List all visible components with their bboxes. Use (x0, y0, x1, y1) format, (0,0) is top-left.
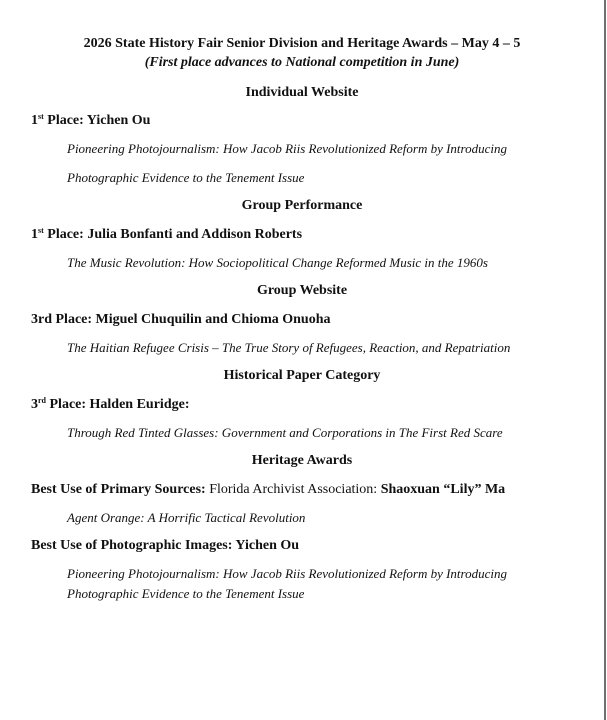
historical-paper-entry-title: Through Red Tinted Glasses: Government and Corporations in The First Red Scare (67, 425, 503, 440)
group-website-entry-title: The Haitian Refugee Crisis – The True Story of Refugees, Reaction, and Repatriation (67, 340, 511, 355)
award-label: Best Use of Photographic Images: Yichen Ou (31, 538, 300, 553)
primary-sources-award (31, 481, 591, 499)
placement-ordinal-suffix: rd (38, 396, 46, 405)
award-winner: Shaoxuan “Lily” Ma (380, 482, 506, 497)
group-performance-entry-title: The Music Revolution: How Sociopolitical Change Reformed Music in the 1960s (67, 255, 488, 270)
document-subtitle: (First place advances to National competition in June) (144, 55, 460, 70)
photographic-images-award (31, 537, 591, 555)
section-heading-individual-website: Individual Website (245, 85, 359, 100)
placement-winner: Place: Yichen Ou (43, 113, 151, 128)
placement-number: 1 (31, 113, 38, 128)
section-heading-group-performance: Group Performance (241, 198, 363, 213)
individual-website-entry-title-line-2: Photographic Evidence to the Tenement Issue (67, 170, 305, 185)
primary-sources-entry-title: Agent Orange: A Horrific Tactical Revolution (67, 510, 306, 525)
photographic-images-entry-title-line-1: Pioneering Photojournalism: How Jacob Riis Revolutionized Reform by Introducing (67, 566, 508, 581)
document-title: 2026 State History Fair Senior Division and Heritage Awards – May 4 – 5 (83, 36, 521, 51)
individual-website-entry-title-line-1: Pioneering Photojournalism: How Jacob Riis Revolutionized Reform by Introducing (67, 141, 508, 156)
group-performance-placement (31, 226, 591, 244)
placement-ordinal-suffix: st (38, 112, 44, 121)
section-heading-historical-paper: Historical Paper Category (223, 368, 381, 383)
photographic-images-entry-title-line-2: Photographic Evidence to the Tenement Issue (67, 586, 305, 601)
award-label: Best Use of Primary Sources: (31, 482, 206, 497)
placement-winner: Place: Julia Bonfanti and Addison Roberts (43, 227, 303, 242)
section-heading-group-website: Group Website (256, 283, 348, 298)
individual-website-placement (31, 112, 591, 130)
placement-number: 3 (31, 397, 38, 412)
section-heading-heritage-awards: Heritage Awards (251, 453, 353, 468)
placement-winner: 3rd Place: Miguel Chuquilin and Chioma Onuoha (31, 312, 331, 327)
placement-winner: Place: Halden Euridge: (46, 397, 190, 412)
placement-number: 1 (31, 227, 38, 242)
historical-paper-placement (31, 396, 591, 414)
award-organization: Florida Archivist Association: (205, 482, 381, 497)
group-website-placement (31, 311, 591, 329)
placement-ordinal-suffix: st (38, 226, 44, 235)
